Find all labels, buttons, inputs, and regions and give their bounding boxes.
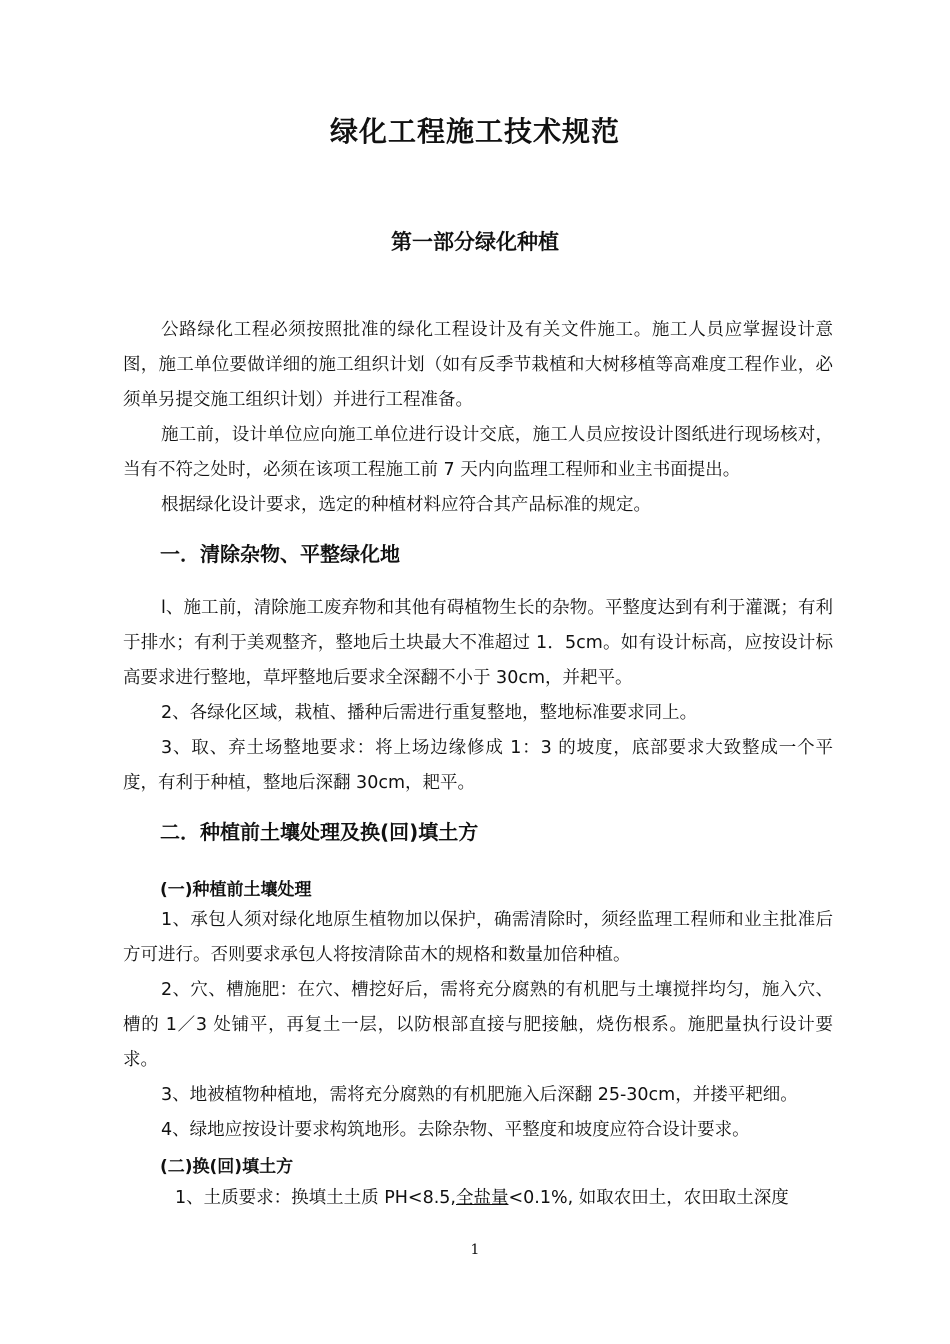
subsection1-block: [123, 903, 833, 1148]
underlined-term: 全盐量: [455, 1188, 509, 1208]
intro-paragraph: 公路绿化工程必须按照批准的绿化工程设计及有关文件施工。施工人员应掌握设计意图，施工单位要做详细的施工组织计划（如有反季节栽植和大树移植等高难度工程作业，必须单另提交施工组织计划）并进行工程准备。: [123, 320, 833, 410]
subsection1-item: 4、绿地应按设计要求构筑地形。去除杂物、平整度和坡度应符合设计要求。: [161, 1120, 750, 1140]
subsection1-item: 1、承包人须对绿化地原生植物加以保护，确需清除时，须经监理工程师和业主批准后方可进行。否则要求承包人将按清除苗木的规格和数量加倍种植。: [123, 910, 833, 965]
subsection1-item: 2、穴、槽施肥：在穴、槽挖好后，需将充分腐熟的有机肥与土壤搅拌均匀，施入穴、槽的 1／3 处铺平，再复土一层，以防根部直接与肥接触，烧伤根系。施肥量执行设计要求。: [123, 980, 833, 1070]
intro-paragraph: 根据绿化设计要求，选定的种植材料应符合其产品标准的规定。: [161, 495, 651, 515]
section1-block: [123, 591, 833, 801]
intro-paragraph: 施工前，设计单位应向施工单位进行设计交底，施工人员应按设计图纸进行现场核对，当有不符之处时，必须在该项工程施工前 7 天内向监理工程师和业主书面提出。: [123, 425, 833, 480]
item-text: <0.1%, 如取农田土，农田取土深度: [508, 1188, 789, 1208]
section-heading-2: 二．种植前土壤处理及换(回)填土方: [160, 820, 479, 844]
part-title: 第一部分绿化种植: [391, 230, 559, 254]
subsection-heading-1: (一)种植前土壤处理: [160, 880, 312, 900]
item-text: 1、土质要求：换填土土质 PH<8.5,: [175, 1188, 456, 1208]
subsection2-block: [175, 1181, 835, 1216]
intro-block: [123, 313, 833, 523]
section1-item: 3、取、弃土场整地要求：将上场边缘修成 1：3 的坡度，底部要求大致整成一个平度，有利于种植，整地后深翻 30cm，耙平。: [123, 738, 833, 793]
section1-item: l、施工前，清除施工废弃物和其他有碍植物生长的杂物。平整度达到有利于灌溉；有利于排水；有利于美观整齐，整地后土块最大不准超过 1．5cm。如有设计标高，应按设计标高要求进行整地，草坪整地后要求全深翻不小于 30cm，并耙平。: [123, 598, 833, 688]
section1-item: 2、各绿化区域，栽植、播种后需进行重复整地，整地标准要求同上。: [161, 703, 698, 723]
subsection-heading-2: (二)换(回)填土方: [160, 1157, 294, 1177]
document-title: 绿化工程施工技术规范: [329, 115, 620, 148]
section-heading-1: 一．清除杂物、平整绿化地: [160, 542, 400, 566]
page-number: 1: [470, 1242, 480, 1258]
subsection2-item: [175, 1181, 835, 1216]
subsection1-item: 3、地被植物种植地，需将充分腐熟的有机肥施入后深翻 25-30cm，并搂平耙细。: [161, 1085, 798, 1105]
